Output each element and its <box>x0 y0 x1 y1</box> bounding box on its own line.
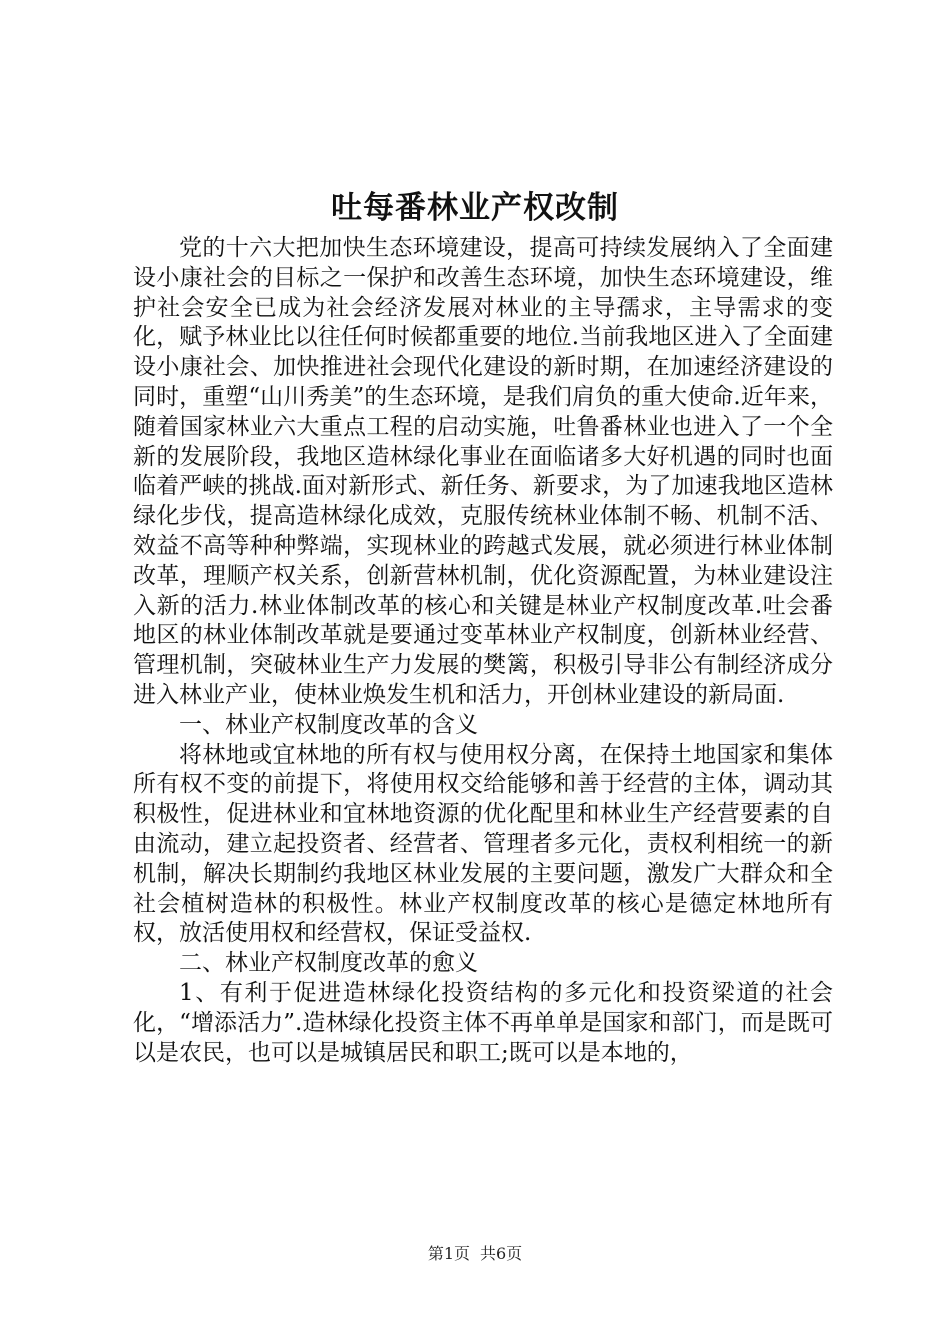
section-1-paragraph: 将林地或宜林地的所有权与使用权分离，在保持土地国家和集体所有权不变的前提下，将使用权交给能够和善于经营的主体，调动其积极性，促进林业和宜林地资源的优化配里和林业生产经营要素的自由流动，建立起投资者、经营者、管理者多元化，责权利相统一的新机制，解决长期制约我地区林业发展的主要问题，激发广大群众和全社会植树造林的积极性。林业产权制度改革的核心是德定林地所有权，放活使用权和经营权，保证受益权. <box>133 741 833 947</box>
section-heading-1: 一、林业产权制度改革的含义 <box>179 711 478 738</box>
page-footer <box>0 1244 950 1264</box>
document-body <box>133 234 833 1068</box>
document-title: 吐每番林业产权改制 <box>331 190 619 226</box>
page-total: 共6页 <box>480 1244 523 1263</box>
intro-paragraph: 党的十六大把加快生态环境建设，提高可持续发展纳入了全面建设小康社会的目标之一保护和改善生态环境，加快生态环境建设，维护社会安全已成为社会经济发展对林业的主导孺求，主导需求的变化，赋予林业比以往任何时候都重要的地位.当前我地区进入了全面建设小康社会、加快推进社会现代化建设的新时期，在加速经济建设的同时，重塑“山川秀美”的生态环境，是我们肩负的重大使命.近年来，随着国家林业六大重点工程的启动实施，吐鲁番林业也进入了一个全新的发展阶段，我地区造林绿化事业在面临诸多大好机遇的同时也面临着严峡的挑战.面对新形式、新任务、新要求，为了加速我地区造林绿化步伐，提高造林绿化成效，克服传统林业体制不畅、机制不活、效益不高等种种弊端，实现林业的跨越式发展，就必须进行林业体制改革，理顺产权关系，创新营林机制，优化资源配置，为林业建设注入新的活力.林业体制改革的核心和关键是林业产权制度改革.吐会番地区的林业体制改革就是要通过变革林业产权制度，创新林业经营、管理机制，突破林业生产力发展的樊篱，积极引导非公有制经济成分进入林业产业，使林业焕发生机和活力，开创林业建设的新局面. <box>133 235 833 708</box>
page-number: 第1页 <box>427 1244 470 1263</box>
section-heading-2: 二、林业产权制度改革的愈义 <box>179 950 478 977</box>
section-2-paragraph: 1、有利于促进造林绿化投资结构的多元化和投资梁道的社会化，“增添活力”.造林绿化投资主体不再单单是国家和部门，而是既可以是农民，也可以是城镇居民和职工;既可以是本地的， <box>133 979 833 1066</box>
